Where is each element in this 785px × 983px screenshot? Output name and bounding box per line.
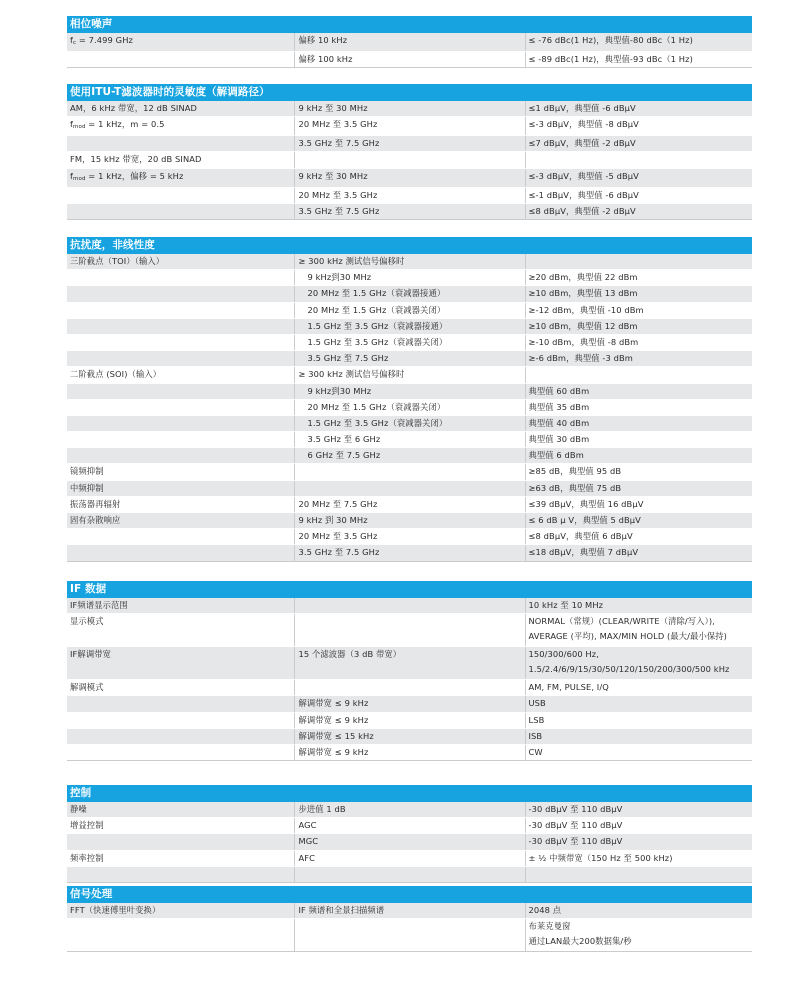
table-row xyxy=(67,117,752,136)
spec-condition: 9 kHz 至 30 MHz xyxy=(295,168,525,187)
spec-value: ≤ 6 dB μ V，典型值 5 dBμV xyxy=(525,513,752,529)
spec-label xyxy=(67,302,295,318)
spec-condition xyxy=(295,614,525,647)
spec-value: ≥-6 dBm，典型值 -3 dBm xyxy=(525,351,752,367)
spec-condition xyxy=(295,464,525,480)
table-row xyxy=(67,168,752,187)
section-if-data xyxy=(67,580,752,761)
spec-label xyxy=(67,136,295,152)
spec-value xyxy=(525,254,752,270)
spec-value: 150/300/600 Hz, 1.5/2.4/6/9/15/30/50/120/150/200/300/500 kHz xyxy=(525,647,752,680)
spec-condition xyxy=(295,480,525,496)
spec-condition: 20 MHz 至 3.5 GHz xyxy=(295,117,525,136)
spec-label xyxy=(67,728,295,744)
section-immunity xyxy=(67,236,752,562)
table-row xyxy=(67,383,752,399)
spec-value: ≤8 dBμV，典型值 -2 dBμV xyxy=(525,203,752,219)
spec-label: 固有杂散响应 xyxy=(67,513,295,529)
spec-value: ≥10 dBm，典型值 12 dBm xyxy=(525,318,752,334)
spec-condition: MGC xyxy=(295,834,525,850)
spec-label: IF解调带宽 xyxy=(67,647,295,680)
spec-label xyxy=(67,448,295,464)
spec-value: ≥85 dB，典型值 95 dB xyxy=(525,464,752,480)
spec-condition: 3.5 GHz 至 6 GHz xyxy=(295,432,525,448)
spec-label xyxy=(67,529,295,545)
table-row xyxy=(67,529,752,545)
spec-value: ≥-10 dBm，典型值 -8 dBm xyxy=(525,334,752,350)
table-row xyxy=(67,254,752,270)
spec-label: 三阶截点（TOI）（输入） xyxy=(67,254,295,270)
spec-condition: 3.5 GHz 至 7.5 GHz xyxy=(295,351,525,367)
spec-value: ≤39 dBμV，典型值 16 dBμV xyxy=(525,496,752,512)
spec-label xyxy=(67,432,295,448)
spec-condition: 20 MHz 至 3.5 GHz xyxy=(295,529,525,545)
table-row xyxy=(67,728,752,744)
spec-condition: AGC xyxy=(295,818,525,834)
spec-condition: 1.5 GHz 至 3.5 GHz（衰减器接通） xyxy=(295,318,525,334)
spec-condition: 9 kHz 到 30 MHz xyxy=(295,513,525,529)
spec-value: 布莱克曼窗 通过LAN最大200数据集/秒 xyxy=(525,919,752,952)
spec-label xyxy=(67,383,295,399)
spec-condition: 3.5 GHz 至 7.5 GHz xyxy=(295,136,525,152)
spec-condition xyxy=(295,919,525,952)
table-row xyxy=(67,203,752,219)
spec-label: fc = 7.499 GHz xyxy=(67,33,295,52)
spec-condition xyxy=(295,152,525,168)
section-title: 抗扰度，非线性度 xyxy=(67,236,752,254)
table-row xyxy=(67,712,752,728)
table-row xyxy=(67,101,752,117)
spec-condition: 3.5 GHz 至 7.5 GHz xyxy=(295,203,525,219)
table-row xyxy=(67,480,752,496)
spec-value: ± ½ 中频带宽（150 Hz 至 500 kHz) xyxy=(525,850,752,866)
spec-label: FFT（快速傅里叶变换） xyxy=(67,903,295,919)
table-row xyxy=(67,302,752,318)
spec-value: 典型值 6 dBm xyxy=(525,448,752,464)
table-row xyxy=(67,834,752,850)
spec-label xyxy=(67,52,295,68)
spec-condition: 偏移 100 kHz xyxy=(295,52,525,68)
spec-condition: 6 GHz 至 7.5 GHz xyxy=(295,448,525,464)
spec-value: CW xyxy=(525,744,752,760)
spec-label: 静噪 xyxy=(67,802,295,818)
table-row xyxy=(67,52,752,68)
table-row xyxy=(67,496,752,512)
spec-value: -30 dBμV 至 110 dBμV xyxy=(525,802,752,818)
table-row xyxy=(67,903,752,919)
spec-label xyxy=(67,415,295,431)
spec-condition: 15 个滤波器（3 dB 带宽） xyxy=(295,647,525,680)
spec-value: 典型值 60 dBm xyxy=(525,383,752,399)
table-row xyxy=(67,464,752,480)
spec-label xyxy=(67,318,295,334)
spec-value: NORMAL（常规）(CLEAR/WRITE（清除/写入）), AVERAGE (平均), MAX/MIN HOLD (最大/最小保持) xyxy=(525,614,752,647)
table-row xyxy=(67,187,752,203)
spec-value xyxy=(525,367,752,383)
spec-label xyxy=(67,866,295,882)
spec-value: -30 dBμV 至 110 dBμV xyxy=(525,834,752,850)
spec-condition: 20 MHz 至 1.5 GHz（衰减器关闭） xyxy=(295,302,525,318)
table-row xyxy=(67,318,752,334)
table-row xyxy=(67,286,752,302)
table-row xyxy=(67,866,752,882)
spec-condition: 3.5 GHz 至 7.5 GHz xyxy=(295,545,525,561)
spec-value: ≤18 dBμV，典型值 7 dBμV xyxy=(525,545,752,561)
spec-value: LSB xyxy=(525,712,752,728)
spec-label xyxy=(67,203,295,219)
spec-label xyxy=(67,545,295,561)
spec-value: ≥20 dBm，典型值 22 dBm xyxy=(525,270,752,286)
spec-condition: 步进值 1 dB xyxy=(295,802,525,818)
spec-value: AM, FM, PULSE, I/Q xyxy=(525,680,752,696)
spec-condition: 9 kHz 至 30 MHz xyxy=(295,101,525,117)
spec-value: ≤8 dBμV，典型值 6 dBμV xyxy=(525,529,752,545)
table-row xyxy=(67,33,752,52)
spec-label: 镜频抑制 xyxy=(67,464,295,480)
spec-condition xyxy=(295,680,525,696)
spec-condition: 1.5 GHz 至 3.5 GHz（衰减器关闭） xyxy=(295,415,525,431)
spec-table xyxy=(67,254,752,562)
spec-label xyxy=(67,187,295,203)
spec-label: 中频抑制 xyxy=(67,480,295,496)
spec-condition: 20 MHz 至 7.5 GHz xyxy=(295,496,525,512)
spec-value: USB xyxy=(525,696,752,712)
spec-label xyxy=(67,334,295,350)
spec-condition: 解调带宽 ≤ 9 kHz xyxy=(295,696,525,712)
spec-table xyxy=(67,101,752,220)
table-row xyxy=(67,432,752,448)
table-row xyxy=(67,448,752,464)
spec-table xyxy=(67,802,752,883)
spec-value: ≤-3 dBμV，典型值 -8 dBμV xyxy=(525,117,752,136)
spec-condition: 解调带宽 ≤ 9 kHz xyxy=(295,744,525,760)
table-row xyxy=(67,614,752,647)
spec-value: 10 kHz 至 10 MHz xyxy=(525,598,752,614)
spec-label xyxy=(67,286,295,302)
section-title: 使用ITU-T滤波器时的灵敏度（解调路径） xyxy=(67,83,752,101)
spec-label: IF频谱显示范围 xyxy=(67,598,295,614)
spec-table xyxy=(67,33,752,68)
spec-label: 显示模式 xyxy=(67,614,295,647)
spec-value: ≤-3 dBμV，典型值 -5 dBμV xyxy=(525,168,752,187)
section-signal-processing xyxy=(67,885,752,952)
spec-label: 解调模式 xyxy=(67,680,295,696)
spec-condition xyxy=(295,598,525,614)
table-row xyxy=(67,415,752,431)
spec-value: ≤1 dBμV，典型值 -6 dBμV xyxy=(525,101,752,117)
table-row xyxy=(67,696,752,712)
table-row xyxy=(67,351,752,367)
table-row xyxy=(67,647,752,680)
table-row xyxy=(67,513,752,529)
spec-label: 二阶截点 (SOI)（输入） xyxy=(67,367,295,383)
spec-label: AM，6 kHz 带宽，12 dB SINAD xyxy=(67,101,295,117)
spec-condition: 1.5 GHz 至 3.5 GHz（衰减器关闭） xyxy=(295,334,525,350)
section-title: 控制 xyxy=(67,784,752,802)
spec-condition: ≥ 300 kHz 测试信号偏移时 xyxy=(295,254,525,270)
spec-label xyxy=(67,399,295,415)
spec-value: ≤7 dBμV，典型值 -2 dBμV xyxy=(525,136,752,152)
table-row xyxy=(67,744,752,760)
spec-condition: 偏移 10 kHz xyxy=(295,33,525,52)
spec-value: ≥-12 dBm，典型值 -10 dBm xyxy=(525,302,752,318)
table-row xyxy=(67,818,752,834)
section-sensitivity xyxy=(67,83,752,220)
spec-condition: 20 MHz 至 1.5 GHz（衰减器关闭） xyxy=(295,399,525,415)
section-control xyxy=(67,784,752,883)
spec-condition: 9 kHz到30 MHz xyxy=(295,383,525,399)
spec-label: FM，15 kHz 带宽，20 dB SINAD xyxy=(67,152,295,168)
table-row xyxy=(67,598,752,614)
table-row xyxy=(67,399,752,415)
spec-condition: 20 MHz 至 1.5 GHz（衰减器接通） xyxy=(295,286,525,302)
spec-value xyxy=(525,152,752,168)
table-row xyxy=(67,802,752,818)
table-row xyxy=(67,270,752,286)
table-row xyxy=(67,919,752,952)
spec-value: ≤ -76 dBc(1 Hz)，典型值-80 dBc（1 Hz) xyxy=(525,33,752,52)
spec-label: 振荡器再辐射 xyxy=(67,496,295,512)
spec-condition: IF 频谱和全景扫描频谱 xyxy=(295,903,525,919)
spec-label: 增益控制 xyxy=(67,818,295,834)
spec-table xyxy=(67,903,752,952)
spec-condition: ≥ 300 kHz 测试信号偏移时 xyxy=(295,367,525,383)
spec-value: ISB xyxy=(525,728,752,744)
section-title: 相位噪声 xyxy=(67,15,752,33)
spec-value: 典型值 40 dBm xyxy=(525,415,752,431)
spec-condition: 解调带宽 ≤ 9 kHz xyxy=(295,712,525,728)
spec-label xyxy=(67,744,295,760)
spec-condition: AFC xyxy=(295,850,525,866)
spec-condition xyxy=(295,866,525,882)
table-row xyxy=(67,136,752,152)
table-row xyxy=(67,850,752,866)
spec-value xyxy=(525,866,752,882)
spec-value: ≥63 dB，典型值 75 dB xyxy=(525,480,752,496)
table-row xyxy=(67,545,752,561)
spec-label: fmod = 1 kHz，偏移 = 5 kHz xyxy=(67,168,295,187)
spec-value: 2048 点 xyxy=(525,903,752,919)
section-title: IF 数据 xyxy=(67,580,752,598)
spec-label xyxy=(67,270,295,286)
spec-label xyxy=(67,712,295,728)
spec-label xyxy=(67,351,295,367)
spec-label xyxy=(67,919,295,952)
table-row xyxy=(67,680,752,696)
spec-condition: 解调带宽 ≤ 15 kHz xyxy=(295,728,525,744)
spec-value: 典型值 30 dBm xyxy=(525,432,752,448)
spec-value: ≤-1 dBμV，典型值 -6 dBμV xyxy=(525,187,752,203)
section-phase-noise xyxy=(67,15,752,68)
spec-label: fmod = 1 kHz，m = 0.5 xyxy=(67,117,295,136)
table-row xyxy=(67,152,752,168)
spec-label xyxy=(67,696,295,712)
table-row xyxy=(67,367,752,383)
spec-value: ≤ -89 dBc(1 Hz)，典型值-93 dBc（1 Hz) xyxy=(525,52,752,68)
spec-value: ≥10 dBm，典型值 13 dBm xyxy=(525,286,752,302)
spec-condition: 20 MHz 至 3.5 GHz xyxy=(295,187,525,203)
table-row xyxy=(67,334,752,350)
spec-value: 典型值 35 dBm xyxy=(525,399,752,415)
section-title: 信号处理 xyxy=(67,885,752,903)
spec-value: -30 dBμV 至 110 dBμV xyxy=(525,818,752,834)
spec-label xyxy=(67,834,295,850)
spec-table xyxy=(67,598,752,761)
spec-label: 频率控制 xyxy=(67,850,295,866)
spec-condition: 9 kHz到30 MHz xyxy=(295,270,525,286)
